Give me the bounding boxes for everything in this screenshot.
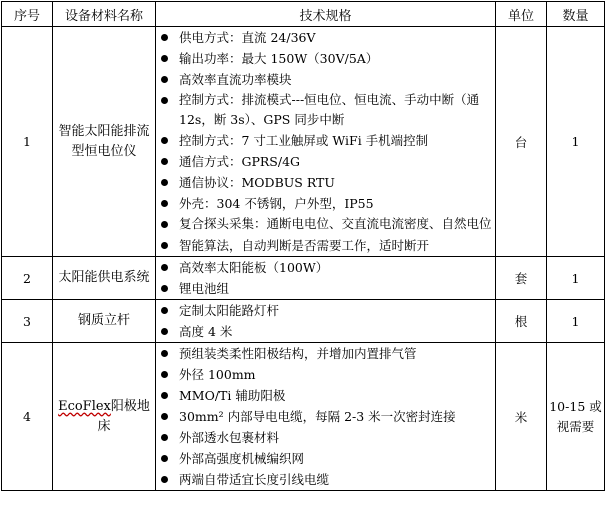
row-qty: 1	[547, 300, 605, 343]
header-spec: 技术规格	[156, 2, 496, 27]
equipment-spec-table	[1, 1, 605, 491]
spec-item: 控制方式：7 寸工业触屏或 WiFi 手机端控制	[156, 130, 495, 151]
spec-item: 外径 100mm	[156, 364, 495, 385]
spec-item: 两端自带适宜长度引线电缆	[156, 469, 495, 490]
spec-item: 外壳：304 不锈钢，户外型，IP55	[156, 193, 495, 214]
header-no: 序号	[2, 2, 53, 27]
row-unit: 米	[496, 343, 547, 491]
spec-item: 高度 4 米	[156, 321, 495, 342]
row-no: 2	[2, 257, 53, 300]
table-row	[2, 300, 605, 343]
table-row	[2, 27, 605, 257]
row-unit: 台	[496, 27, 547, 257]
row-name: 智能太阳能排流型恒电位仪	[53, 27, 156, 257]
spec-item: 输出功率：最大 150W（30V/5A）	[156, 48, 495, 69]
row-qty: 10-15 或视需要	[547, 343, 605, 491]
spec-item: 锂电池组	[156, 278, 495, 299]
spec-item: 外部高强度机械编织网	[156, 448, 495, 469]
spec-item: 定制太阳能路灯杆	[156, 300, 495, 321]
row-no: 4	[2, 343, 53, 491]
row-specs	[156, 343, 496, 491]
row-no: 1	[2, 27, 53, 257]
header-qty: 数量	[547, 2, 605, 27]
table-row	[2, 257, 605, 300]
spec-item: 智能算法，自动判断是否需要工作，适时断开	[156, 235, 495, 256]
spec-item: 控制方式：排流模式---恒电位、恒电流、手动中断（通 12s，断 3s）、GPS 同步中断	[156, 90, 495, 130]
row-unit: 根	[496, 300, 547, 343]
spec-item: MMO/Ti 辅助阳极	[156, 385, 495, 406]
table-row	[2, 343, 605, 491]
row-unit: 套	[496, 257, 547, 300]
spec-item: 30mm² 内部导电电缆，每隔 2-3 米一次密封连接	[156, 406, 495, 427]
spec-item: 通信方式：GPRS/4G	[156, 151, 495, 172]
brand-name: EcoFlex	[58, 398, 111, 414]
row-specs	[156, 300, 496, 343]
row-specs	[156, 257, 496, 300]
spec-item: 高效率直流功率模块	[156, 69, 495, 90]
row-qty: 1	[547, 27, 605, 257]
row-name-rest: 阳极地床	[97, 398, 150, 434]
spec-item: 通信协议：MODBUS RTU	[156, 172, 495, 193]
spec-item: 预组装类柔性阳极结构，并增加内置排气管	[156, 343, 495, 364]
row-specs	[156, 27, 496, 257]
row-no: 3	[2, 300, 53, 343]
spec-item: 供电方式：直流 24/36V	[156, 27, 495, 48]
row-name: 钢质立杆	[53, 300, 156, 343]
spec-item: 外部透水包裹材料	[156, 427, 495, 448]
spec-item: 高效率太阳能板（100W）	[156, 257, 495, 278]
header-name: 设备材料名称	[53, 2, 156, 27]
row-name	[53, 343, 156, 491]
row-name: 太阳能供电系统	[53, 257, 156, 300]
table-header-row	[2, 2, 605, 27]
spec-item: 复合探头采集：通断电电位、交直流电流密度、自然电位	[156, 214, 495, 235]
row-qty: 1	[547, 257, 605, 300]
header-unit: 单位	[496, 2, 547, 27]
